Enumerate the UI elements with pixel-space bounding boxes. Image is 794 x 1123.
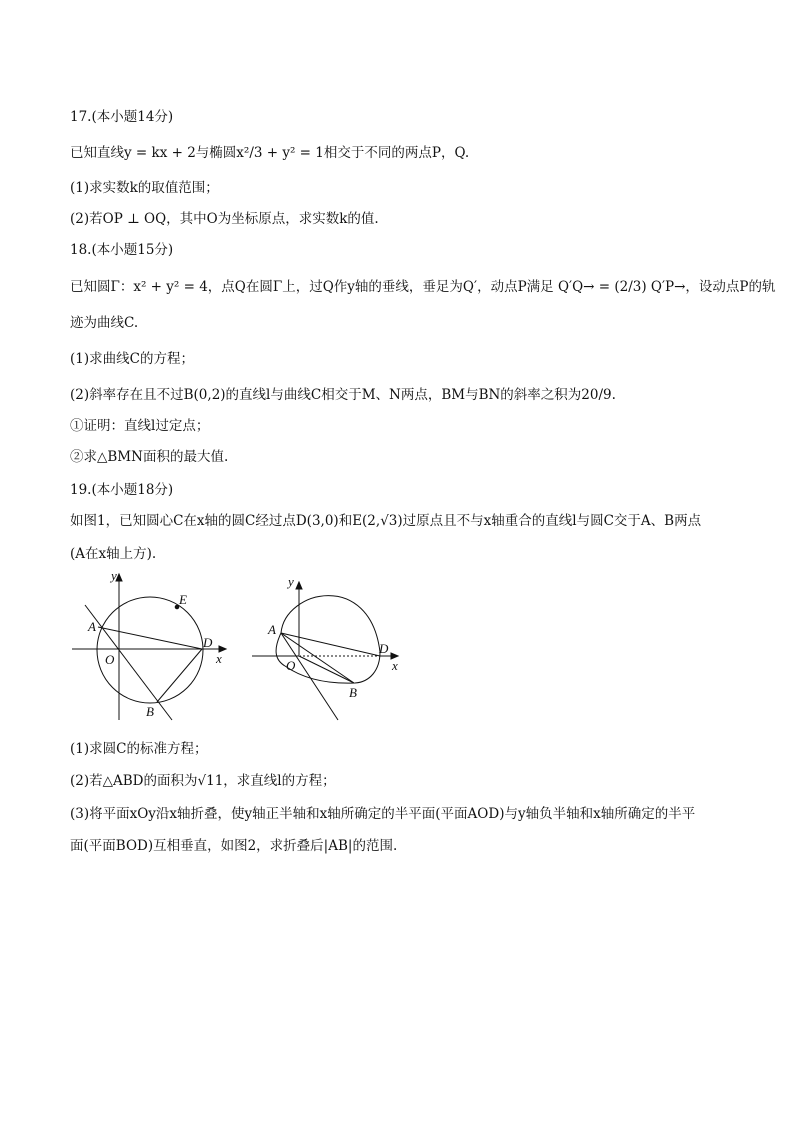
fig1-label-y: y: [111, 568, 117, 583]
q17-header: 17.(本小题14分): [70, 109, 174, 125]
figure-2: [252, 574, 398, 720]
q17-stem: 已知直线y = kx + 2与椭圆x²/3 + y² = 1相交于不同的两点P，Q.: [70, 145, 470, 161]
fig2-label-A: A: [268, 622, 276, 637]
fig2-label-B: B: [349, 685, 357, 700]
q18-part1: (1)求曲线C的方程；: [70, 351, 194, 367]
q18-stem-line1: 已知圆Γ：x² + y² = 4，点Q在圆Γ上，过Q作y轴的垂线，垂足为Q′，动点P满足 Q′Q→ = (2/3) Q′P→，设动点P的轨: [70, 279, 776, 295]
q19-part3-line1: (3)将平面xOy沿x轴折叠，使y轴正半轴和x轴所确定的半平面(平面AOD)与y轴负半轴和x轴所确定的半平: [70, 806, 696, 822]
fig1-label-E: E: [179, 592, 187, 607]
q19-part3-line2: 面(平面BOD)互相垂直，如图2，求折叠后|AB|的范围.: [70, 838, 398, 854]
fig1-label-O: O: [105, 652, 115, 667]
q18-part2b: ②求△BMN面积的最大值.: [70, 449, 229, 465]
q18-part2: (2)斜率存在且不过B(0,2)的直线l与曲线C相交于M、N两点，BM与BN的斜率之积为20/9.: [70, 387, 616, 403]
fig1-label-D: D: [203, 635, 213, 650]
fig1-label-B: B: [146, 704, 154, 719]
q17-part2: (2)若OP ⊥ OQ，其中O为坐标原点，求实数k的值.: [70, 211, 379, 227]
q19-stem-line2: (A在x轴上方).: [70, 546, 157, 562]
q17-part1: (1)求实数k的取值范围；: [70, 180, 219, 196]
q18-stem-line2: 迹为曲线C.: [70, 315, 139, 331]
q18-header: 18.(本小题15分): [70, 242, 174, 258]
figure-1: [72, 568, 226, 720]
q19-stem-line1: 如图1，已知圆心C在x轴的圆C经过点D(3,0)和E(2,√3)过原点且不与x轴重合的直线l与圆C交于A、B两点: [70, 513, 702, 529]
fig2-label-x: x: [392, 658, 398, 673]
q19-part1: (1)求圆C的标准方程；: [70, 741, 208, 757]
q19-part2: (2)若△ABD的面积为√11，求直线l的方程；: [70, 773, 336, 789]
q19-header: 19.(本小题18分): [70, 482, 174, 498]
fig1-label-A: A: [88, 619, 96, 634]
fig2-label-y: y: [288, 574, 294, 589]
fig2-label-O: O: [286, 658, 296, 673]
fig1-label-x: x: [216, 651, 222, 666]
fig2-label-D: D: [379, 641, 389, 656]
q18-part2a: ①证明：直线l过定点；: [70, 418, 210, 434]
